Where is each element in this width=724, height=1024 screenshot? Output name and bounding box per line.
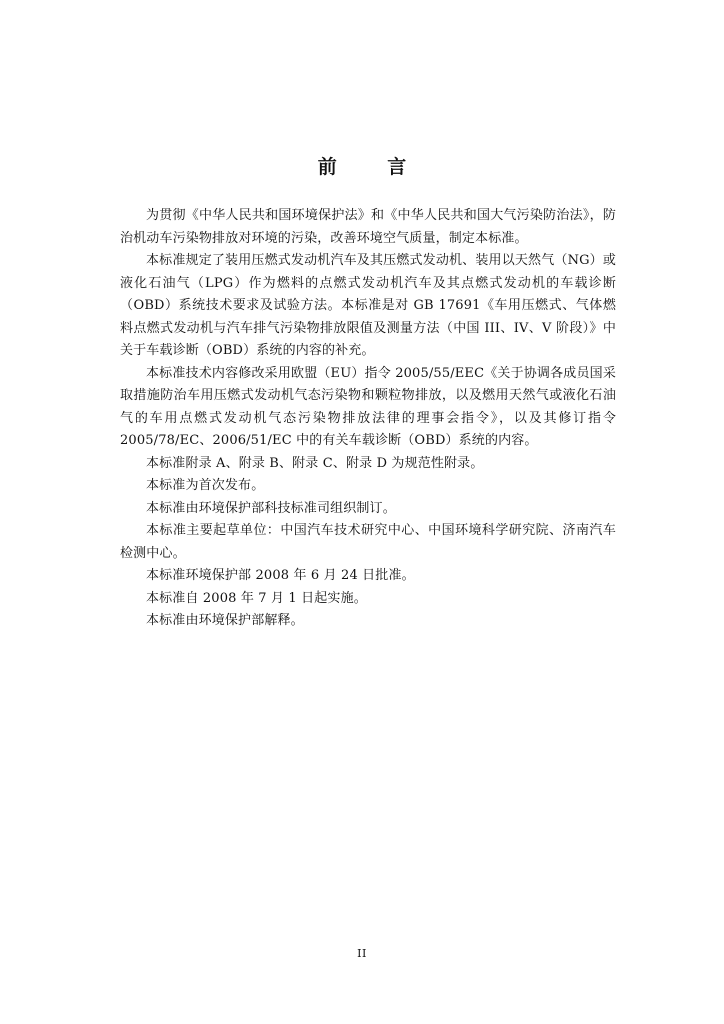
paragraph-scope: 本标准规定了装用压燃式发动机汽车及其压燃式发动机、装用以天然气（NG）或液化石油气（LPG）作为燃料的点燃式发动机汽车及其点燃式发动机的车载诊断（OBD）系统技术要求及试验方法。本标准是对 GB 17691《车用压燃式、气体燃料点燃式发动机与汽车排气污染物排放限值及测量方法（中国 III、IV、V 阶段）》中关于车载诊断（OBD）系统的内容的补充。 xyxy=(120,253,616,358)
paragraph-purpose: 为贯彻《中华人民共和国环境保护法》和《中华人民共和国大气污染防治法》，防治机动车污染物排放对环境的污染，改善环境空气质量，制定本标准。 xyxy=(120,208,616,246)
paragraph-organizer: 本标准由环境保护部科技标准司组织制订。 xyxy=(146,500,396,516)
paragraph-appendices: 本标准附录 A、附录 B、附录 C、附录 D 为规范性附录。 xyxy=(146,455,484,471)
paragraph-approval: 本标准环境保护部 2008 年 6 月 24 日批准。 xyxy=(146,568,415,583)
page-number: II xyxy=(357,947,367,960)
paragraph-drafters: 本标准主要起草单位：中国汽车技术研究中心、中国环境科学研究院、济南汽车检测中心。 xyxy=(120,523,616,561)
document-body xyxy=(120,205,616,633)
paragraph-first-release: 本标准为首次发布。 xyxy=(146,478,265,493)
paragraph-eu-directive: 本标准技术内容修改采用欧盟（EU）指令 2005/55/EEC《关于协调各成员国采取措施防治车用压燃式发动机气态污染物和颗粒物排放，以及燃用天然气或液化石油气的车用点燃式发动机气态污染物排放法律的理事会指令》，以及其修订指令 2005/78/EC、2006/51/EC 中的有关车载诊断（OBD）系统的内容。 xyxy=(120,365,616,448)
page-title: 前 言 xyxy=(317,156,429,178)
paragraph-interpretation: 本标准由环境保护部解释。 xyxy=(146,613,304,628)
paragraph-effective-date: 本标准自 2008 年 7 月 1 日起实施。 xyxy=(146,590,367,606)
